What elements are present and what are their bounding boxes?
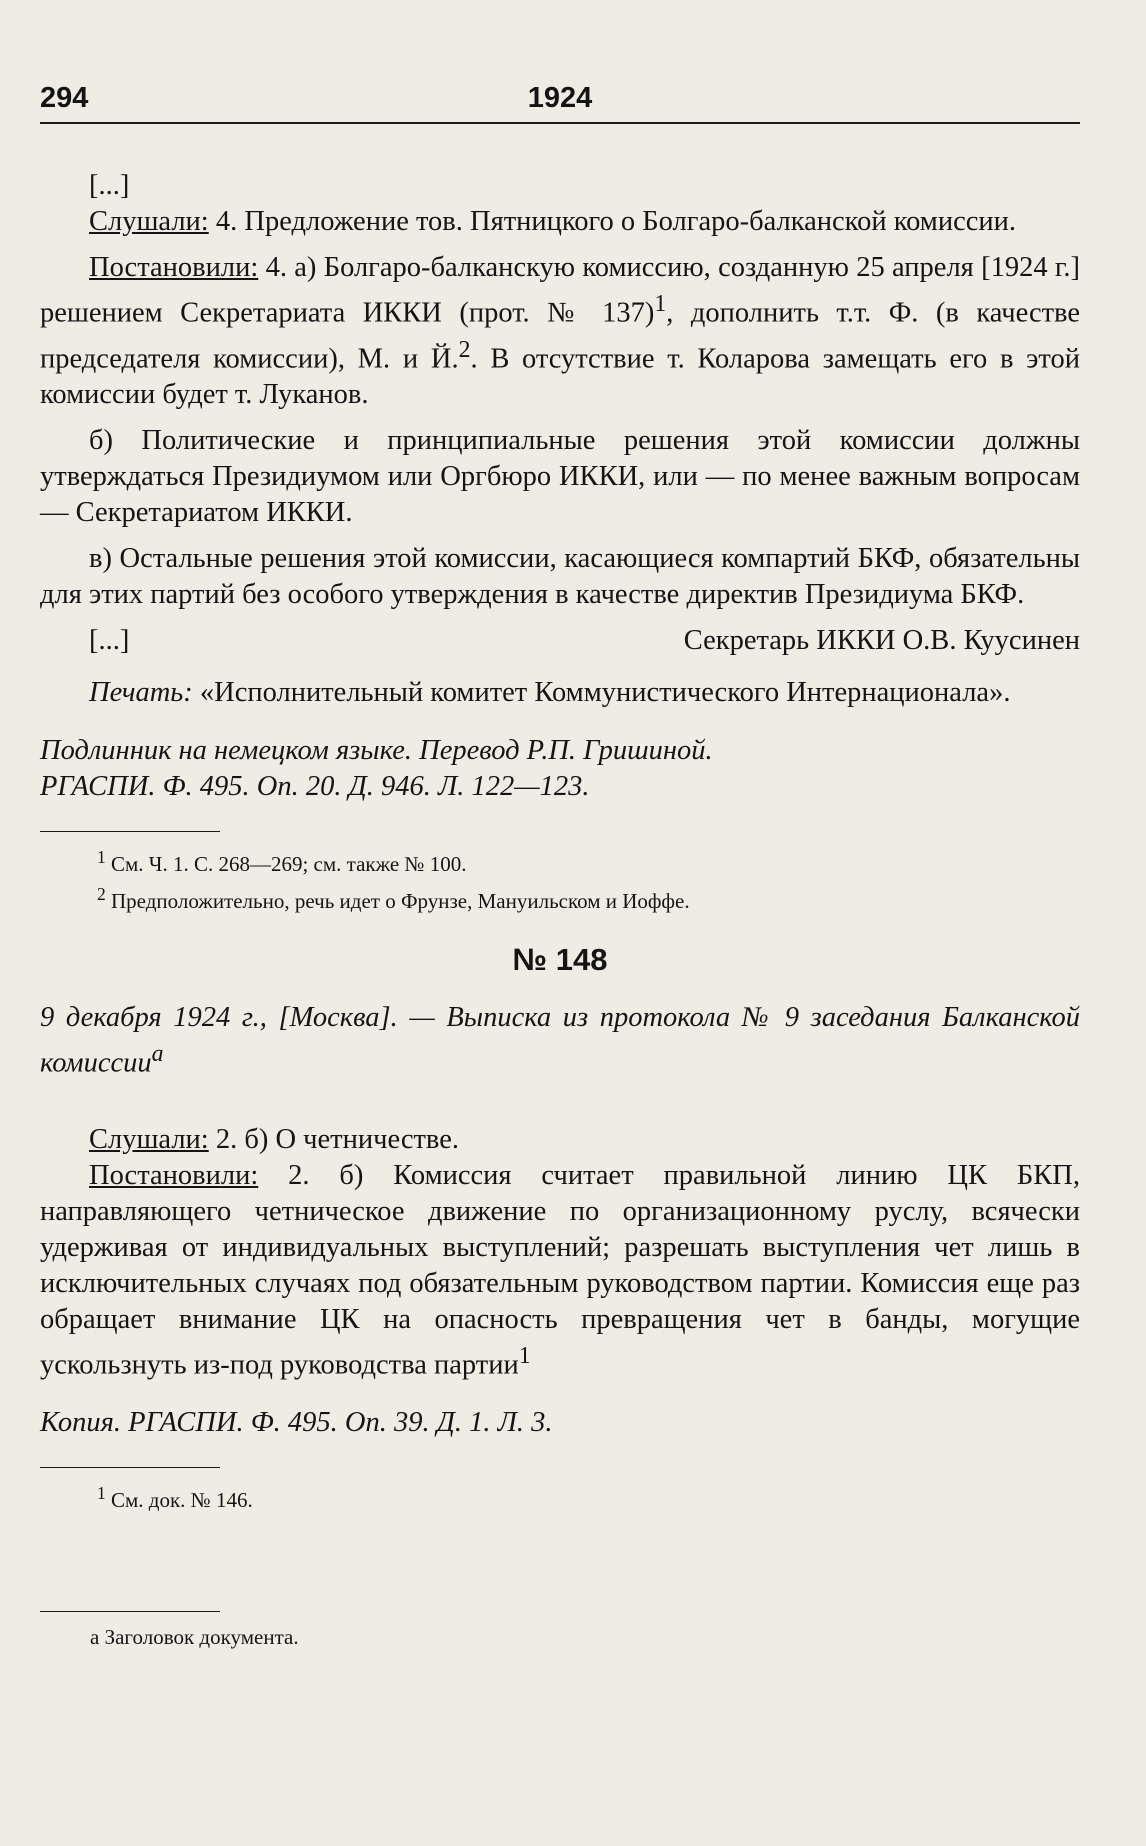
print-label: Печать: — [89, 677, 193, 708]
resolved-text-a3: . В отсутствие т. Коларова замещать его в этой комиссии будет т. Луканов. — [40, 343, 1080, 410]
running-head-year: 1924 — [527, 82, 593, 114]
archive-reference: РГАСПИ. Ф. 495. Оп. 20. Д. 946. Л. 122—123. — [40, 771, 590, 802]
ellipsis: [...] — [89, 625, 130, 656]
copy-archive: РГАСПИ. Ф. 495. Оп. 39. Д. 1. Л. 3. — [120, 1407, 553, 1438]
footnote-text: Предположительно, речь идет о Фрунзе, Мануильском и Иоффе. — [105, 889, 690, 913]
footnote — [40, 1622, 1080, 1652]
footnote-ref-2: 2 — [458, 336, 471, 363]
page-header — [40, 70, 1080, 124]
document-title-text: 9 декабря 1924 г., [Москва]. — Выписка из протокола № 9 заседания Балканской комиссии — [40, 1002, 1080, 1079]
page-number: 294 — [40, 82, 89, 114]
resolved-paragraph-b: б) Политические и принципиальные решения этой комиссии должны утверждаться Президиумом или Оргбюро ИККИ, или — по менее важным вопросам — Секретариатом ИККИ. — [40, 425, 1080, 528]
heard-text: 2. б) О четничестве. — [208, 1123, 459, 1155]
footnote-text: См. Ч. 1. С. 268—269; см. также № 100. — [105, 852, 467, 876]
footnote — [40, 879, 1080, 916]
copy-label: Копия. — [40, 1407, 121, 1438]
resolved-label: Постановили: — [89, 252, 259, 283]
letter-footnotes — [40, 1622, 1080, 1652]
ellipsis: [...] — [89, 170, 130, 201]
resolved-paragraph-c: в) Остальные решения этой комиссии, касающиеся компартий БКФ, обязательны для этих партий без особого утверждения в качестве директив Президиума БКФ. — [40, 543, 1080, 610]
resolved-text-a: 4. а) Болгаро-балканскую комиссию, созданную 25 апреля [1924 г.] решением Секретариата ИККИ (прот. № 137) — [40, 252, 1080, 329]
footnote-ref-1: 1 — [654, 291, 667, 317]
footnotes — [40, 842, 1080, 916]
heard-label: Слушали: — [89, 1123, 209, 1155]
resolved-paragraph — [40, 1158, 1080, 1384]
print-text: «Исполнительный комитет Коммунистического Интернационала». — [192, 677, 1011, 708]
letter-footnote-divider — [40, 1611, 220, 1612]
footnote-ref-1: 1 — [518, 1342, 531, 1369]
original-note: Подлинник на немецком языке. Перевод Р.П. Гришиной. — [40, 735, 713, 766]
footnote-text: Заголовок документа. — [99, 1625, 299, 1649]
resolved-text-a2: , дополнить т.т. Ф. (в качестве председателя комиссии), М. и Й. — [40, 297, 1080, 374]
footnotes — [40, 1478, 1080, 1515]
signature: Секретарь ИККИ О.В. Куусинен — [683, 625, 1080, 656]
resolved-text: 2. б) Комиссия считает правильной линию ЦК БКП, направляющего четническое движение по организационному руслу, всячески удерживая от индивидуальных выступлений; разрешать выступления чет лишь в исключительных случаях под обязательным руководством партии. Комиссия еще раз обращает внимание ЦК на опасность превращения чет в банды, могущие ускользнуть из-под руководства партии — [40, 1159, 1080, 1380]
heard-label: Слушали: — [89, 206, 209, 237]
footnote — [40, 842, 1080, 879]
resolved-paragraph-a — [40, 250, 1080, 413]
footnote-mark: 1 — [97, 1483, 106, 1503]
document-body — [40, 168, 1080, 1652]
heard-paragraph — [40, 1122, 1080, 1158]
footnote-mark: 1 — [97, 847, 106, 867]
document-title — [40, 1000, 1080, 1082]
footnote-mark: а — [90, 1625, 100, 1649]
heard-paragraph — [40, 204, 1080, 240]
document-number: № 148 — [512, 942, 608, 977]
footnote — [40, 1478, 1080, 1515]
heard-text: 4. Предложение тов. Пятницкого о Болгаро-балканской комиссии. — [208, 206, 1017, 237]
copy-note — [40, 1405, 1080, 1441]
footnote-text: См. док. № 146. — [105, 1488, 253, 1512]
footnote-divider — [40, 1467, 220, 1468]
footnote-mark: 2 — [97, 884, 106, 904]
resolved-label: Постановили: — [89, 1159, 259, 1191]
title-footnote-ref: a — [151, 1041, 164, 1067]
print-note — [40, 675, 1080, 711]
document-page — [40, 70, 1080, 1652]
footnote-divider — [40, 831, 220, 832]
